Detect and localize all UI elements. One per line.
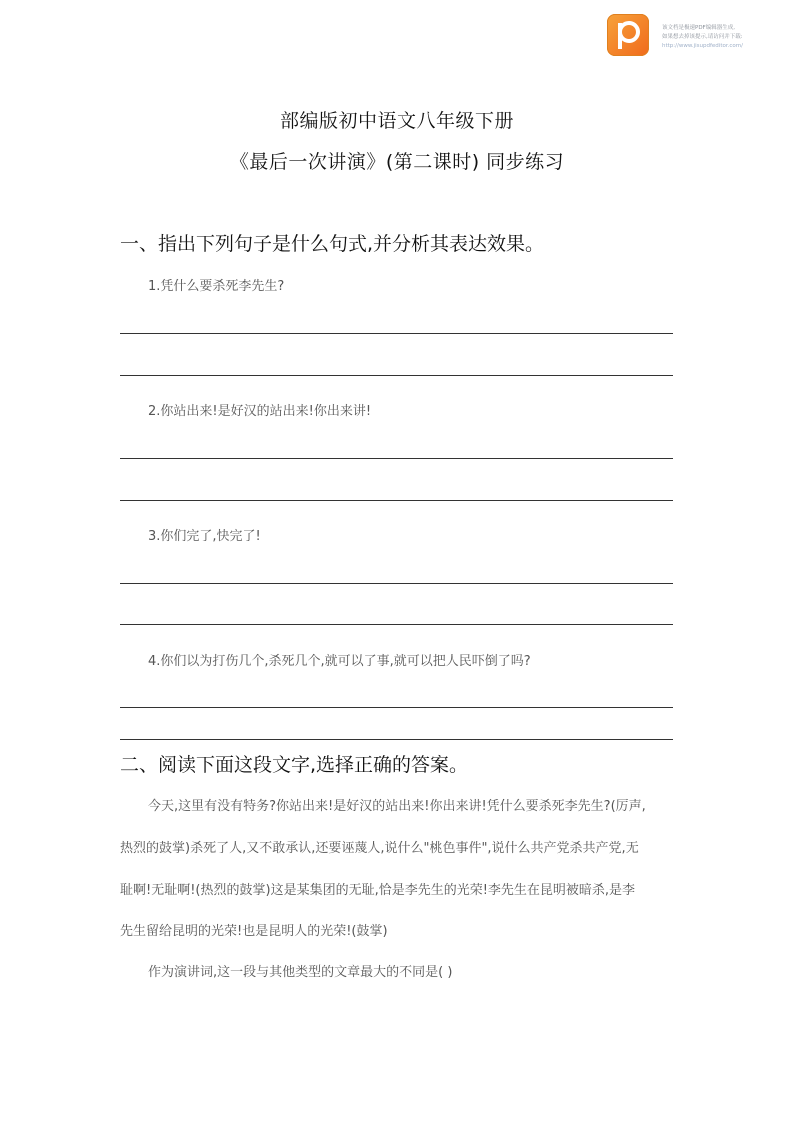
watermark-url[interactable]: http://www.jisupdfeditor.com/ [662,43,743,49]
answer-line[interactable] [120,739,673,740]
watermark-line-1: 该文档是极速PDF编辑器生成, [662,25,735,31]
question-3: 3.你们完了,快完了! [148,529,261,544]
section-1-heading: 一、指出下列句子是什么句式,并分析其表达效果。 [120,233,545,255]
answer-line[interactable] [120,707,673,708]
doc-subtitle: 《最后一次讲演》(第二课时) 同步练习 [229,151,565,173]
question-1: 1.凭什么要杀死李先生? [148,279,285,294]
passage-line-3: 耻啊!无耻啊!(热烈的鼓掌)这是某集团的无耻,恰是李先生的光荣!李先生在昆明被暗杀,是李 [120,883,636,898]
question-4: 4.你们以为打伤几个,杀死几个,就可以了事,就可以把人民吓倒了吗? [148,654,531,669]
answer-line[interactable] [120,375,673,376]
watermark-text [662,24,790,51]
passage-line-1: 今天,这里有没有特务?你站出来!是好汉的站出来!你出来讲!凭什么要杀死李先生?(厉声, [148,799,646,814]
question-2: 2.你站出来!是好汉的站出来!你出来讲! [148,404,372,419]
app-logo [607,14,649,56]
answer-line[interactable] [120,500,673,501]
answer-line[interactable] [120,624,673,625]
question-5: 作为演讲词,这一段与其他类型的文章最大的不同是( ) [148,965,453,980]
section-2-heading: 二、阅读下面这段文字,选择正确的答案。 [120,754,469,776]
p-logo-icon [607,14,649,56]
answer-line[interactable] [120,583,673,584]
doc-title: 部编版初中语文八年级下册 [279,110,514,132]
passage-line-2: 热烈的鼓掌)杀死了人,又不敢承认,还要诬蔑人,说什么"桃色事件",说什么共产党杀共产党,无 [120,841,639,856]
passage-line-4: 先生留给昆明的光荣!也是昆明人的光荣!(鼓掌) [120,924,388,939]
watermark-line-2: 如果想去掉该提示,请访问并下载: [662,34,743,40]
answer-line[interactable] [120,333,673,334]
answer-line[interactable] [120,458,673,459]
